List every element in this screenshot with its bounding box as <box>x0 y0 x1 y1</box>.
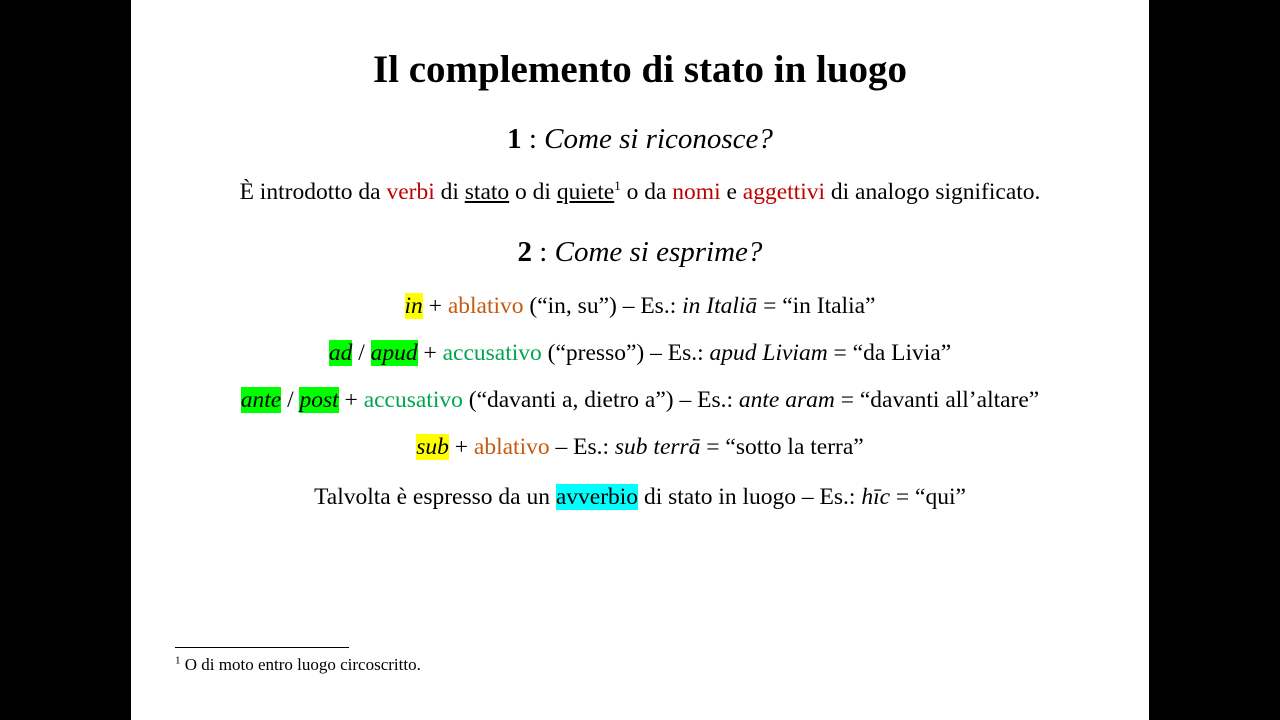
latin-example: ante aram <box>738 387 835 413</box>
section-2-separator: : <box>532 236 555 268</box>
footnote <box>175 655 421 675</box>
case-ablativo: ablativo <box>473 434 550 460</box>
section-1-question: Come si riconosce? <box>544 123 773 155</box>
rule-ad-apud-accusativo <box>131 340 1149 367</box>
rule-gloss: – Es.: <box>549 434 615 460</box>
section-2-number: 2 <box>517 236 533 268</box>
footnote-text: O di moto entro luogo circoscritto. <box>180 655 421 674</box>
intro-text-2: di <box>434 179 465 205</box>
preposition-in: in <box>404 293 423 319</box>
slash: / <box>281 387 300 413</box>
plus-sign: + <box>338 387 364 413</box>
slide <box>131 0 1149 720</box>
footnote-number: 1 <box>175 654 181 667</box>
case-accusativo: accusativo <box>442 340 542 366</box>
latin-example: hīc <box>861 484 891 510</box>
intro-text-6: di analogo significato. <box>825 179 1041 205</box>
plus-sign: + <box>448 434 474 460</box>
section-1-heading <box>131 123 1149 156</box>
case-ablativo: ablativo <box>447 293 524 319</box>
latin-example: apud Liviam <box>709 340 828 366</box>
section-2-heading <box>131 236 1149 269</box>
rule-gloss: (“presso”) – Es.: <box>541 340 710 366</box>
rule-ante-post-accusativo <box>131 387 1149 414</box>
rule-gloss: (“davanti a, dietro a”) – Es.: <box>462 387 739 413</box>
adverb-sentence <box>131 484 1149 511</box>
preposition-sub: sub <box>416 434 449 460</box>
adverb-text-2: di stato in luogo – Es.: <box>638 484 862 510</box>
intro-text-1: È introdotto da <box>239 179 387 205</box>
latin-example: sub terrā <box>614 434 701 460</box>
keyword-nomi: nomi <box>672 179 721 205</box>
footnote-reference: 1 <box>614 178 621 194</box>
example-translation: = “qui” <box>890 484 966 510</box>
example-translation: = “da Livia” <box>827 340 952 366</box>
keyword-aggettivi: aggettivi <box>742 179 826 205</box>
slide-title: Il complemento di stato in luogo <box>372 48 908 91</box>
adverb-text-1: Talvolta è espresso da un <box>314 484 556 510</box>
rule-in-ablativo <box>131 293 1149 320</box>
section-1-separator: : <box>521 123 545 155</box>
plus-sign: + <box>422 293 448 319</box>
preposition-ad: ad <box>328 340 353 366</box>
rule-gloss: (“in, su”) – Es.: <box>523 293 683 319</box>
preposition-ante: ante <box>240 387 282 413</box>
example-translation: = “in Italia” <box>757 293 876 319</box>
intro-text-3: o di <box>509 179 557 205</box>
intro-text-4: o da <box>620 179 673 205</box>
case-accusativo: accusativo <box>363 387 463 413</box>
latin-example: in Italiā <box>682 293 758 319</box>
rule-sub-ablativo <box>131 434 1149 461</box>
section-2-question: Come si esprime? <box>554 236 763 268</box>
keyword-verbi: verbi <box>386 179 435 205</box>
plus-sign: + <box>417 340 443 366</box>
footnote-separator <box>175 647 349 648</box>
preposition-post: post <box>299 387 339 413</box>
slash: / <box>352 340 371 366</box>
example-translation: = “davanti all’altare” <box>834 387 1040 413</box>
intro-text-5: e <box>720 179 743 205</box>
keyword-stato: stato <box>464 179 510 205</box>
intro-sentence <box>131 179 1149 206</box>
keyword-quiete: quiete <box>556 179 615 205</box>
keyword-avverbio: avverbio <box>555 484 639 510</box>
example-translation: = “sotto la terra” <box>700 434 864 460</box>
section-1-number: 1 <box>507 123 522 155</box>
preposition-apud: apud <box>370 340 418 366</box>
